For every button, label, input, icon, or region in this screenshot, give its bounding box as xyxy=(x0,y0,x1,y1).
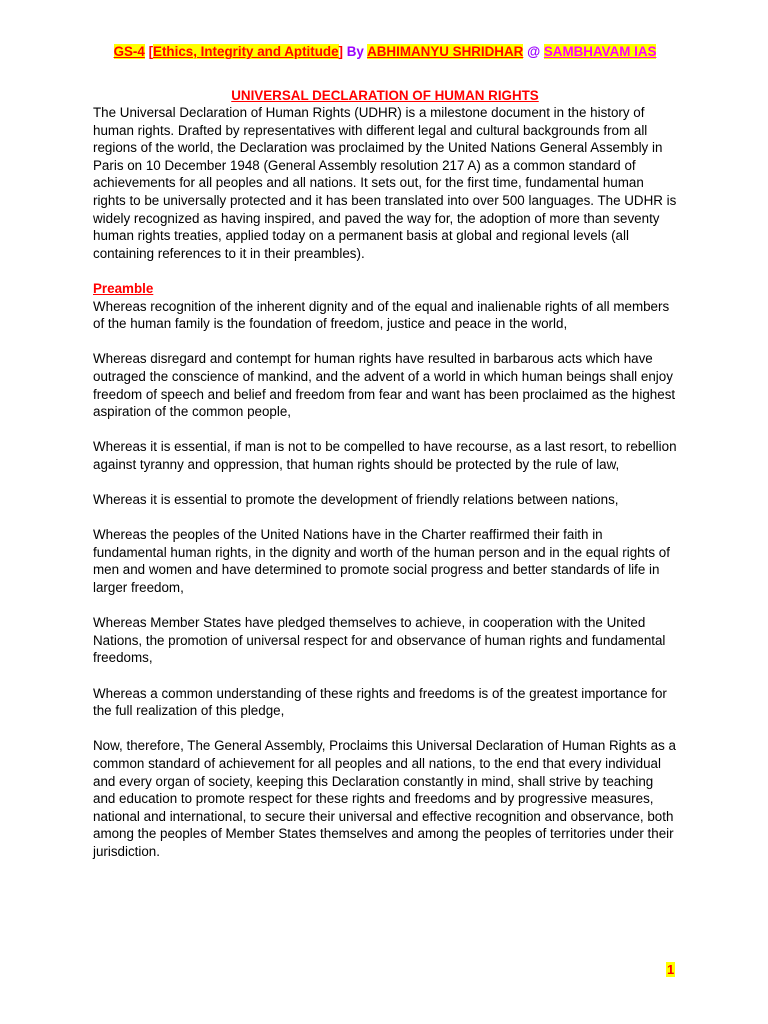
preamble-paragraph-1: Whereas recognition of the inherent dignity and of the equal and inalienable rights of all members of the human family is the foundation of freedom, justice and peace in the world, xyxy=(93,298,670,332)
preamble-paragraph-7: Whereas a common understanding of these rights and freedoms is of the greatest importance for the full realization of this pledge, xyxy=(93,685,667,719)
header-institute: SAMBHAVAM IAS xyxy=(543,44,657,59)
page-number: 1 xyxy=(667,962,675,977)
header-author: ABHIMANYU SHRIDHAR xyxy=(367,44,524,59)
preamble-proclamation: Now, therefore, The General Assembly, Proclaims this Universal Declaration of Human Rights as a common standard of achievement for all peoples and all nations, to the end that every individual and every organ of society, keeping this Declaration constantly in mind, shall strive by teaching and education to promote respect for these rights and freedoms and by progressive measures, national and international, to secure their universal and effective recognition and observance, both among the peoples of Member States themselves and among the peoples of territories under their jurisdiction. xyxy=(93,738,676,859)
preamble-paragraph-6: Whereas Member States have pledged themselves to achieve, in cooperation with the United Nations, the promotion of universal respect for and observance of human rights and fundamental freedoms, xyxy=(93,615,666,666)
preamble-paragraph-4: Whereas it is essential to promote the development of friendly relations between nations, xyxy=(93,492,619,508)
preamble-heading: Preamble xyxy=(93,280,154,296)
page-header xyxy=(93,43,677,61)
header-close-bracket: ] xyxy=(338,44,343,59)
header-at: @ xyxy=(527,44,541,59)
header-subject: Ethics, Integrity and Aptitude xyxy=(153,44,339,59)
preamble-paragraph-2: Whereas disregard and contempt for human rights have resulted in barbarous acts which have outraged the conscience of mankind, and the advent of a world in which human beings shall enjoy freedom of speech and belief and freedom from fear and want has been proclaimed as the highest aspiration of the common people, xyxy=(93,351,676,420)
preamble-paragraph-5: Whereas the peoples of the United Nations have in the Charter reaffirmed their faith in fundamental human rights, in the dignity and worth of the human person and in the equal rights of men and women and have determined to promote social progress and better standards of life in larger freedom, xyxy=(93,527,670,596)
header-by: By xyxy=(346,44,364,59)
intro-paragraph: The Universal Declaration of Human Rights (UDHR) is a milestone document in the history of human rights. Drafted by representatives with different legal and cultural backgrounds from all regions of the world, the Declaration was proclaimed by the United Nations General Assembly in Paris on 10 December 1948 (General Assembly resolution 217 A) as a common standard of achievements for all peoples and all nations. It sets out, for the first time, fundamental human rights to be universally protected and it has been translated into over 500 languages. The UDHR is widely recognized as having inspired, and paved the way for, the adoption of more than seventy human rights treaties, applied today on a permanent basis at global and regional levels (all containing references to it in their preambles). xyxy=(93,105,677,261)
document-page xyxy=(93,43,677,878)
preamble-paragraph-3: Whereas it is essential, if man is not to be compelled to have recourse, as a last resort, to rebellion against tyranny and oppression, that human rights should be protected by the rule of law, xyxy=(93,439,677,472)
header-open-bracket: [ xyxy=(148,44,154,59)
header-code: GS-4 xyxy=(113,44,145,59)
document-title: UNIVERSAL DECLARATION OF HUMAN RIGHTS xyxy=(231,87,539,103)
